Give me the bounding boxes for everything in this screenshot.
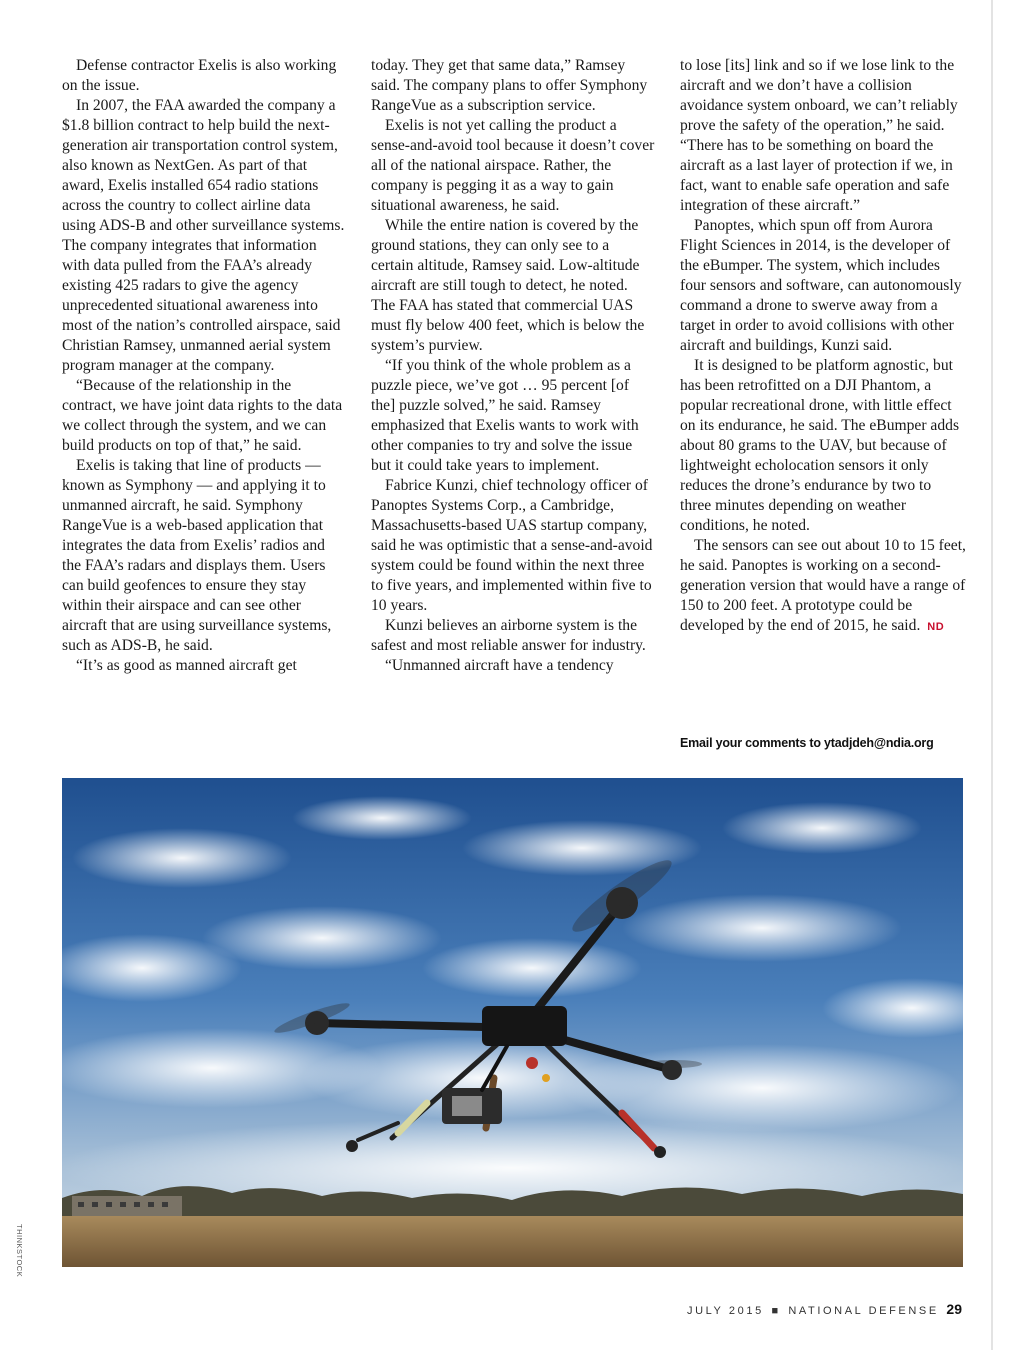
footer-issue: JULY 2015 [686,1305,764,1317]
article-column-2 [371,56,655,676]
article-paragraph: “Unmanned aircraft have a tendency [385,657,614,674]
end-mark: ND [927,621,945,633]
email-comments-line: Email your comments to ytadjdeh@ndia.org [680,736,934,750]
article-paragraph: Panoptes, which spun off from Aurora Flight Sciences in 2014, is the developer of the eBumper. The system, which includes four sensors and software, can autonomously command a drone to swerve away from a target in order to avoid collisions with other aircraft and buildings, Kunzi said. [680,217,962,354]
article-column-3 [680,56,966,637]
page-number: 29 [946,1301,962,1317]
photo-credit: THINKSTOCK [15,1224,24,1278]
article-paragraph: “It’s as good as manned aircraft get [76,657,297,674]
article-paragraph: While the entire nation is covered by the ground stations, they can only see to a certain altitude, Ramsey said. Low-altitude aircraft are still tough to detect, he noted. The FAA has stated that commercial UAS must fly below 400 feet, which is below the system’s purview. [371,217,645,354]
article-paragraph: The sensors can see out about 10 to 15 feet, he said. Panoptes is working on a second-generation version that would have a range of 150 to 200 feet. A prototype could be developed by the end of 2015, he said. ND [680,537,966,634]
article-paragraph: to lose [its] link and so if we lose link to the aircraft and we don’t have a collision avoidance system onboard, we can’t reliably prove the safety of the operation,” he said. “There has to be something on board the aircraft as a last layer of protection if we, in fact, want to enable safe operation and safe integration of these aircraft.” [680,57,958,214]
article-paragraph: Fabrice Kunzi, chief technology officer of Panoptes Systems Corp., a Cambridge, Massachusetts-based UAS startup company, said he was optimistic that a sense-and-avoid system could be found within the next three to five years, and implemented within five to 10 years. [371,477,653,614]
article-paragraph: Kunzi believes an airborne system is the safest and most reliable answer for industry. [371,617,646,654]
article-paragraph: “Because of the relationship in the contract, we have joint data rights to the data we collect through the system, and we can build products on top of that,” he said. [62,377,343,454]
footer-separator: ■ [771,1305,781,1317]
article-paragraph: Exelis is taking that line of products — known as Symphony — and applying it to unmanned aircraft, he said. Symphony RangeVue is a web-based application that integrates the data from Exelis’ radios and the FAA’s radars and displays them. Users can build geofences to ensure they stay within their airspace and can see other aircraft that are using surveillance systems, such as ADS-B, he said. [62,457,332,654]
page-edge-line [991,0,993,1350]
article-paragraph: Exelis is not yet calling the product a sense-and-avoid tool because it doesn’t cover all of the national airspace. Rather, the company is pegging it as a way to gain situational awareness, he said. [371,117,655,214]
article-paragraph: It is designed to be platform agnostic, but has been retrofitted on a DJI Phantom, a popular recreational drone, with little effect on its endurance, he said. The eBumper adds about 80 grams to the UAV, but because of lightweight echolocation sensors it only reduces the drone’s endurance by two to three minutes depending on weather conditions, he noted. [680,357,960,534]
page-footer [687,1301,962,1317]
article-paragraph: “If you think of the whole problem as a puzzle piece, we’ve got … 95 percent [of the] puzzle solved,” he said. Ramsey emphasized that Exelis wants to work with other companies to try and solve the issue but it could take years to implement. [371,357,639,474]
footer-publication: NATIONAL DEFENSE [788,1305,939,1317]
drone-photo [62,778,963,1267]
article-paragraph: Defense contractor Exelis is also working on the issue. [62,57,337,94]
article-paragraph: today. They get that same data,” Ramsey said. The company plans to offer Symphony RangeVue as a subscription service. [371,57,648,114]
article-paragraph: In 2007, the FAA awarded the company a $1.8 billion contract to help build the next-generation air transportation control system, also known as NextGen. As part of that award, Exelis installed 654 radio stations across the country to collect airline data using ADS-B and other surveillance systems. The company integrates that information with data pulled from the FAA’s already existing 425 radars to give the agency unprecedented situational awareness into most of the nation’s controlled airspace, said Christian Ramsey, unmanned aerial system program manager at the company. [62,97,345,374]
article-column-1 [62,56,346,676]
